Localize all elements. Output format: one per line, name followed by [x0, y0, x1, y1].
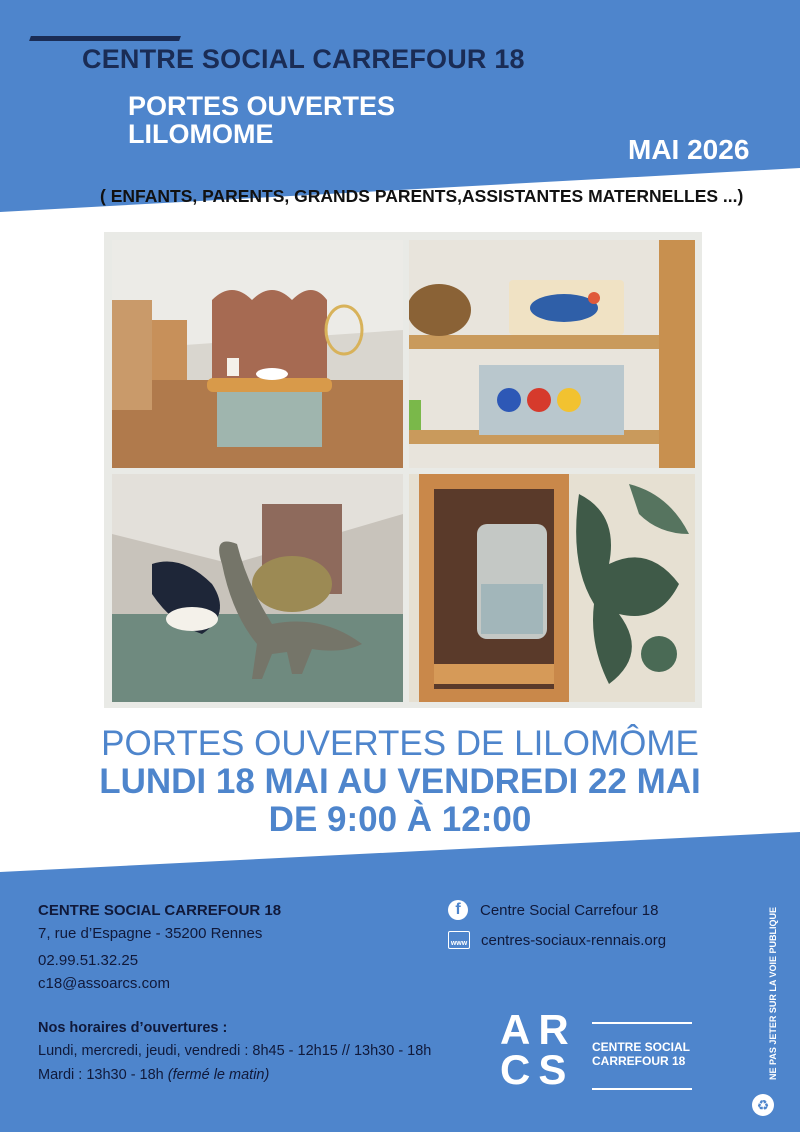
- header-accent-rule: [29, 36, 181, 41]
- hours-title: Nos horaires d’ouvertures :: [38, 1020, 228, 1036]
- recycle-icon: ♻: [752, 1094, 774, 1116]
- logo-text: [592, 1040, 690, 1068]
- photo-animal-figures: [112, 474, 403, 702]
- logo-rule-top: [592, 1022, 692, 1024]
- headline-title: PORTES OUVERTES DE LILOMÔME: [101, 724, 699, 763]
- photo-shelf-toys: [409, 240, 695, 468]
- facebook-link[interactable]: [448, 900, 658, 920]
- contact-email[interactable]: c18@assoarcs.com: [38, 975, 170, 992]
- photo-collage: [104, 232, 702, 708]
- photo-play-kitchen: [112, 240, 403, 468]
- logo-rule-bottom: [592, 1088, 692, 1090]
- event-title: [128, 92, 395, 148]
- event-month: MAI 2026: [628, 134, 750, 165]
- arcs-logo: [500, 1006, 700, 1100]
- website-icon: www: [448, 931, 470, 949]
- logo-text-line1: CENTRE SOCIAL: [592, 1040, 691, 1054]
- event-title-line2: LILOMOME: [128, 119, 274, 149]
- website-label: centres-sociaux-rennais.org: [481, 931, 667, 949]
- facebook-icon: f: [448, 900, 468, 920]
- contact-org-name: CENTRE SOCIAL CARREFOUR 18: [38, 902, 282, 919]
- event-title-line1: PORTES OUVERTES: [128, 91, 396, 121]
- photo-water-dispenser: [409, 474, 695, 702]
- hours-tuesday: [38, 1067, 269, 1083]
- website-link[interactable]: [448, 931, 666, 949]
- headline-time: DE 9:00 À 12:00: [268, 800, 532, 839]
- hours-tuesday-note: (fermé le matin): [167, 1067, 270, 1083]
- headline-dates: LUNDI 18 MAI AU VENDREDI 22 MAI: [99, 762, 701, 801]
- hours-weekdays: Lundi, mercredi, jeudi, vendredi : 8h45 - 12h15 // 13h30 - 18h: [38, 1043, 432, 1059]
- audience-text: ( ENFANTS, PARENTS, GRANDS PARENTS,ASSISTANTES MATERNELLES ...): [100, 186, 744, 206]
- logo-letters-top: AR: [500, 1006, 577, 1053]
- facebook-label: Centre Social Carrefour 18: [480, 901, 659, 919]
- contact-phone[interactable]: 02.99.51.32.25: [38, 952, 139, 969]
- logo-letters: [500, 1006, 577, 1093]
- org-title: CENTRE SOCIAL CARREFOUR 18: [82, 44, 525, 74]
- logo-text-line2: CARREFOUR 18: [592, 1054, 686, 1068]
- litter-notice: NE PAS JETER SUR LA VOIE PUBLIQUE: [768, 906, 778, 1080]
- logo-letters-bottom: CS: [500, 1046, 575, 1093]
- contact-address: 7, rue d’Espagne - 35200 Rennes: [38, 925, 263, 942]
- hours-tuesday-main: Mardi : 13h30 - 18h: [38, 1067, 168, 1083]
